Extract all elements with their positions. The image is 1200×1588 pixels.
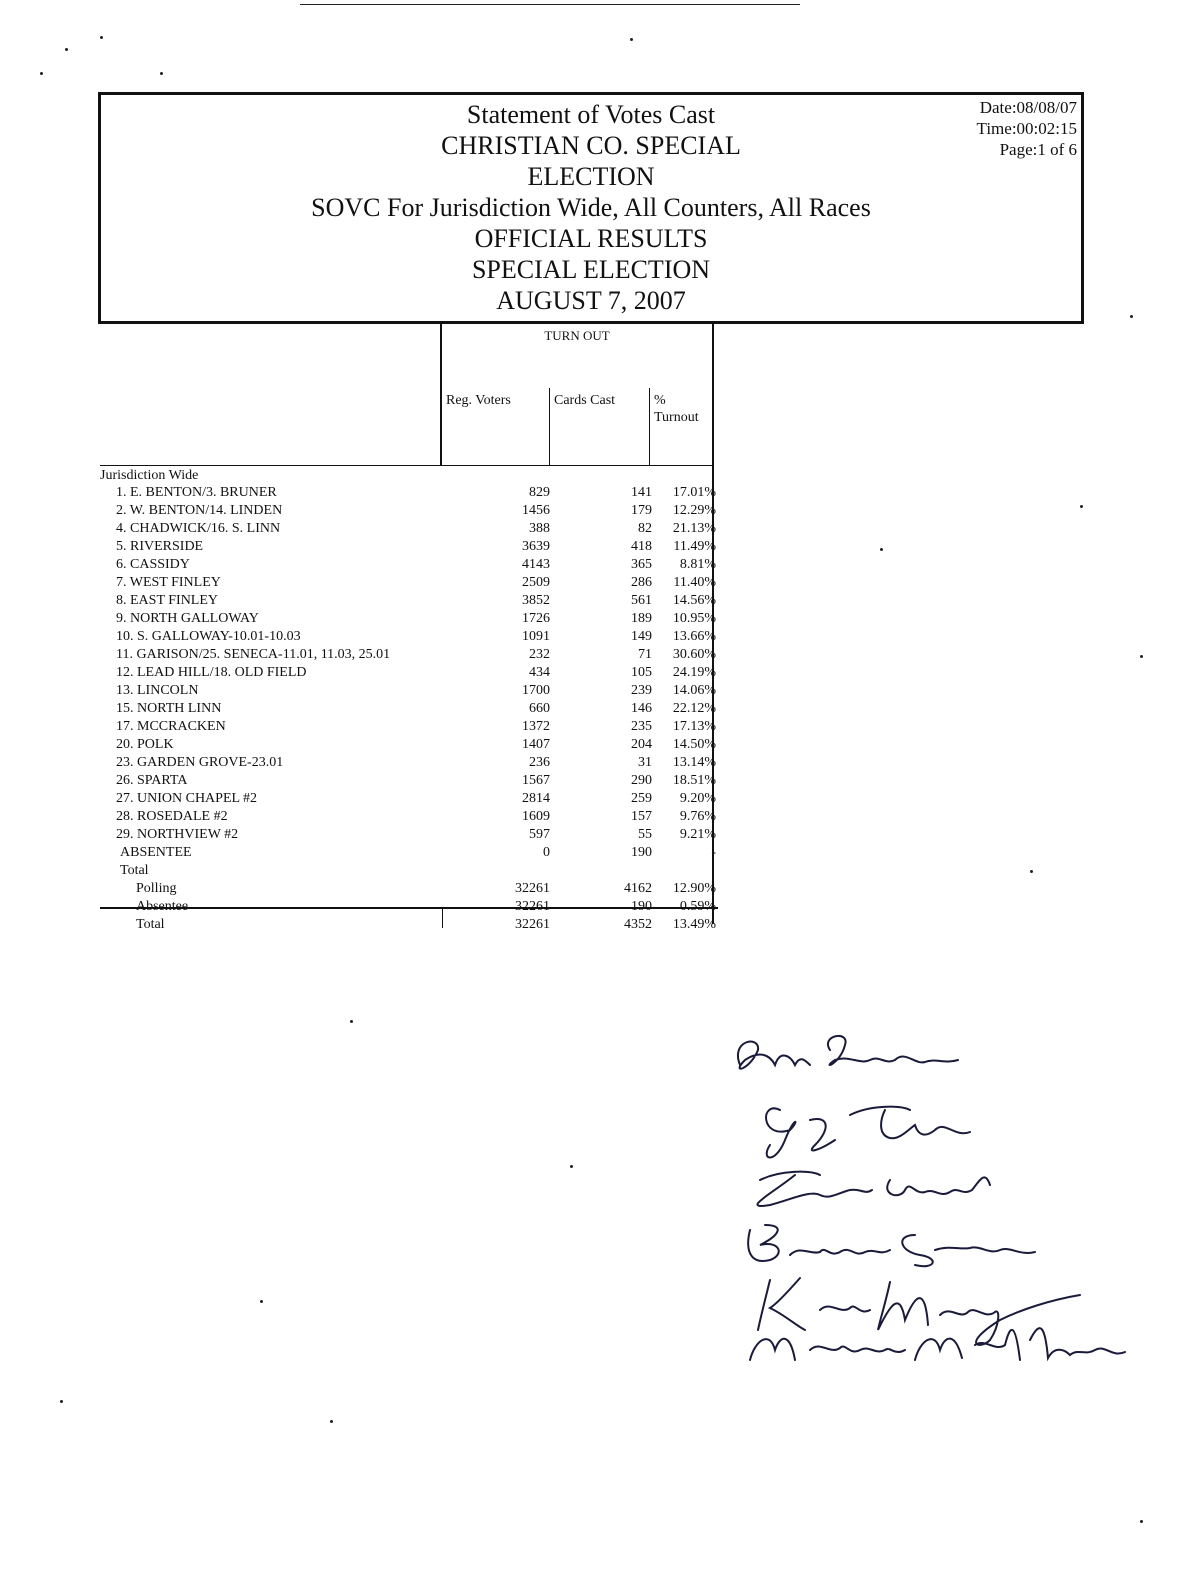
- cards-cast: 71: [638, 647, 652, 662]
- reg-voters: 1407: [522, 737, 550, 752]
- title-line: CHRISTIAN CO. SPECIAL: [441, 131, 741, 160]
- precinct-name: 27. UNION CHAPEL #2: [116, 791, 258, 806]
- precinct-name: 8. EAST FINLEY: [116, 593, 219, 608]
- report-date: Date:08/08/07: [979, 98, 1077, 117]
- precinct-name: 23. GARDEN GROVE-23.01: [116, 755, 284, 770]
- table-row: [100, 610, 720, 628]
- turnout-pct: 11.40%: [673, 575, 716, 590]
- cards-cast: 239: [631, 683, 652, 698]
- scan-speck: [160, 72, 163, 75]
- cards-cast: 31: [638, 755, 652, 770]
- turnout-pct: 14.06%: [672, 683, 716, 698]
- reg-voters: 1609: [522, 809, 550, 824]
- table-row: [100, 484, 720, 502]
- report-page: Page:1 of 6: [999, 140, 1077, 159]
- column-divider: [549, 388, 550, 466]
- pct-turnout-header: [654, 392, 699, 426]
- cards-cast: 204: [631, 737, 652, 752]
- scan-speck: [880, 548, 883, 551]
- pct-symbol: %: [654, 393, 666, 408]
- scan-speck: [1030, 870, 1033, 873]
- polling-label: Polling: [136, 881, 177, 896]
- reg-voters: 32261: [515, 917, 550, 932]
- precinct-name: 20. POLK: [116, 737, 174, 752]
- precinct-name: 6. CASSIDY: [116, 557, 190, 572]
- reg-voters: 829: [529, 485, 550, 500]
- cards-cast: 259: [631, 791, 652, 806]
- reg-voters: 236: [529, 755, 550, 770]
- turnout-pct: 14.50%: [672, 737, 716, 752]
- precinct-name: 1. E. BENTON/3. BRUNER: [116, 485, 277, 500]
- reg-voters: 2509: [522, 575, 550, 590]
- total-rule: [100, 907, 718, 909]
- table-row: [100, 736, 720, 754]
- reg-voters: 1456: [522, 503, 550, 518]
- precinct-name: 13. LINCOLN: [116, 683, 199, 698]
- reg-voters: 434: [529, 665, 550, 680]
- table-row: [100, 772, 720, 790]
- title-line: OFFICIAL RESULTS: [474, 224, 708, 253]
- grand-total-row: [100, 916, 720, 934]
- reg-voters: 1726: [522, 611, 550, 626]
- signature-marian-matthews: [750, 1328, 1125, 1360]
- table-row: [100, 520, 720, 538]
- table-row: [100, 844, 720, 862]
- signature-gary-tine: [766, 1107, 970, 1158]
- scan-top-edge: [300, 4, 800, 5]
- cards-cast: 179: [631, 503, 652, 518]
- precinct-name: 28. ROSEDALE #2: [116, 809, 228, 824]
- scan-speck: [65, 48, 68, 51]
- reg-voters: 660: [529, 701, 550, 716]
- turnout-pct: 30.60%: [672, 647, 716, 662]
- precinct-name: 7. WEST FINLEY: [116, 575, 221, 590]
- table-row: [100, 754, 720, 772]
- table-row: [100, 628, 720, 646]
- table-row: [100, 538, 720, 556]
- reg-voters: 0: [543, 845, 550, 860]
- turnout-pct: 17.01%: [672, 485, 716, 500]
- cards-cast: 141: [631, 485, 652, 500]
- report-title: [101, 99, 1081, 316]
- turnout-pct: 12.90%: [672, 881, 716, 896]
- turnout-pct: 21.13%: [672, 521, 716, 536]
- cards-cast: 561: [631, 593, 652, 608]
- cards-cast-header: Cards Cast: [554, 393, 616, 408]
- table-row: [100, 556, 720, 574]
- turnout-pct: 17.13%: [672, 719, 716, 734]
- precinct-name: 29. NORTHVIEW #2: [116, 827, 239, 842]
- table-row: [100, 592, 720, 610]
- scan-speck: [350, 1020, 353, 1023]
- title-line: SPECIAL ELECTION: [471, 255, 711, 284]
- turnout-column-header: [440, 324, 714, 466]
- reg-voters: 32261: [515, 881, 550, 896]
- precinct-name: 12. LEAD HILL/18. OLD FIELD: [116, 665, 307, 680]
- turnout-pct: 8.81%: [679, 557, 716, 572]
- table-row: [100, 826, 720, 844]
- cards-cast: 235: [631, 719, 652, 734]
- table-row: [100, 808, 720, 826]
- precinct-name: 2. W. BENTON/14. LINDEN: [116, 503, 283, 518]
- table-row: [100, 664, 720, 682]
- reg-voters: 3639: [522, 539, 550, 554]
- scan-speck: [1140, 1520, 1143, 1523]
- cards-cast: 149: [631, 629, 652, 644]
- jurisdiction-label: Jurisdiction Wide: [100, 468, 199, 483]
- turnout-pct: 10.95%: [672, 611, 716, 626]
- reg-voters: 232: [529, 647, 550, 662]
- turnout-pct: 13.49%: [672, 917, 716, 932]
- precinct-name: 26. SPARTA: [116, 773, 188, 788]
- table-row: [100, 718, 720, 736]
- title-line: Statement of Votes Cast: [466, 100, 716, 129]
- column-divider: [649, 388, 650, 466]
- reg-voters-header: Reg. Voters: [446, 393, 511, 408]
- turnout-pct: 14.56%: [672, 593, 716, 608]
- precinct-name: 10. S. GALLOWAY-10.01-10.03: [116, 629, 301, 644]
- polling-total-row: [100, 880, 720, 898]
- precinct-name: 9. NORTH GALLOWAY: [116, 611, 259, 626]
- table-row: [100, 682, 720, 700]
- turnout-pct: 9.76%: [679, 809, 716, 824]
- totals-label-row: [100, 862, 720, 880]
- report-meta: [977, 97, 1077, 160]
- cards-cast: 146: [631, 701, 652, 716]
- precinct-name: 17. MCCRACKEN: [116, 719, 226, 734]
- scan-speck: [60, 1400, 63, 1403]
- handwritten-signatures: [700, 1020, 1150, 1380]
- scan-speck: [40, 72, 43, 75]
- reg-voters: 388: [529, 521, 550, 536]
- precinct-name: 4. CHADWICK/16. S. LINN: [116, 521, 281, 536]
- scan-speck: [1140, 655, 1143, 658]
- turnout-title: TURN OUT: [544, 328, 610, 343]
- title-line: AUGUST 7, 2007: [496, 286, 686, 315]
- cards-cast: 105: [631, 665, 652, 680]
- precinct-name: ABSENTEE: [120, 845, 192, 860]
- cards-cast: 190: [631, 845, 652, 860]
- report-header: [98, 92, 1084, 324]
- grand-total-label: Total: [136, 917, 165, 932]
- turnout-pct: 11.49%: [673, 539, 716, 554]
- scan-speck: [330, 1420, 333, 1423]
- scan-speck: [1130, 315, 1133, 318]
- precinct-name: 15. NORTH LINN: [116, 701, 222, 716]
- scan-speck: [1080, 505, 1083, 508]
- report-time: Time:00:02:15: [976, 119, 1077, 138]
- turnout-pct: 9.20%: [679, 791, 716, 806]
- signature-barbara-stogner: [748, 1225, 1035, 1266]
- scan-speck: [100, 36, 103, 39]
- signature-carla-everett: [738, 1036, 958, 1069]
- cards-cast: 418: [631, 539, 652, 554]
- turnout-pct: 18.51%: [672, 773, 716, 788]
- reg-voters: 3852: [522, 593, 550, 608]
- results-table: [100, 484, 720, 934]
- cards-cast: 4162: [624, 881, 652, 896]
- title-line: ELECTION: [527, 162, 655, 191]
- cards-cast: 4352: [624, 917, 652, 932]
- totals-label: Total: [120, 863, 149, 878]
- turnout-pct: 24.19%: [672, 665, 716, 680]
- reg-voters: 1091: [522, 629, 550, 644]
- reg-voters: 1567: [522, 773, 550, 788]
- table-row: [100, 574, 720, 592]
- signature-lisa-russell: [757, 1172, 990, 1206]
- header-rule: [100, 465, 714, 466]
- table-row: [100, 646, 720, 664]
- cards-cast: 286: [631, 575, 652, 590]
- cards-cast: 55: [638, 827, 652, 842]
- table-row: [100, 700, 720, 718]
- cards-cast: 290: [631, 773, 652, 788]
- turnout-pct: 12.29%: [672, 503, 716, 518]
- turnout-pct: 13.14%: [672, 755, 716, 770]
- turnout-pct: 13.66%: [672, 629, 716, 644]
- title-line: SOVC For Jurisdiction Wide, All Counters, All Races: [311, 193, 871, 222]
- scan-speck: [260, 1300, 263, 1303]
- precinct-name: 5. RIVERSIDE: [116, 539, 204, 554]
- scan-speck: [570, 1165, 573, 1168]
- scan-speck: [630, 38, 633, 41]
- turnout-pct: 22.12%: [672, 701, 716, 716]
- reg-voters: 1372: [522, 719, 550, 734]
- turnout-label: Turnout: [654, 410, 699, 425]
- turnout-pct: 9.21%: [679, 827, 716, 842]
- cards-cast: 189: [631, 611, 652, 626]
- total-divider: [442, 908, 443, 928]
- cards-cast: 365: [631, 557, 652, 572]
- cards-cast: 157: [631, 809, 652, 824]
- precinct-name: 11. GARISON/25. SENECA-11.01, 11.03, 25.01: [116, 647, 391, 662]
- table-row: [100, 502, 720, 520]
- reg-voters: 2814: [522, 791, 550, 806]
- reg-voters: 1700: [522, 683, 550, 698]
- turnout-pct: -: [711, 845, 716, 860]
- signature-block: [700, 1020, 1150, 1380]
- table-row: [100, 790, 720, 808]
- reg-voters: 597: [529, 827, 550, 842]
- reg-voters: 4143: [522, 557, 550, 572]
- cards-cast: 82: [638, 521, 652, 536]
